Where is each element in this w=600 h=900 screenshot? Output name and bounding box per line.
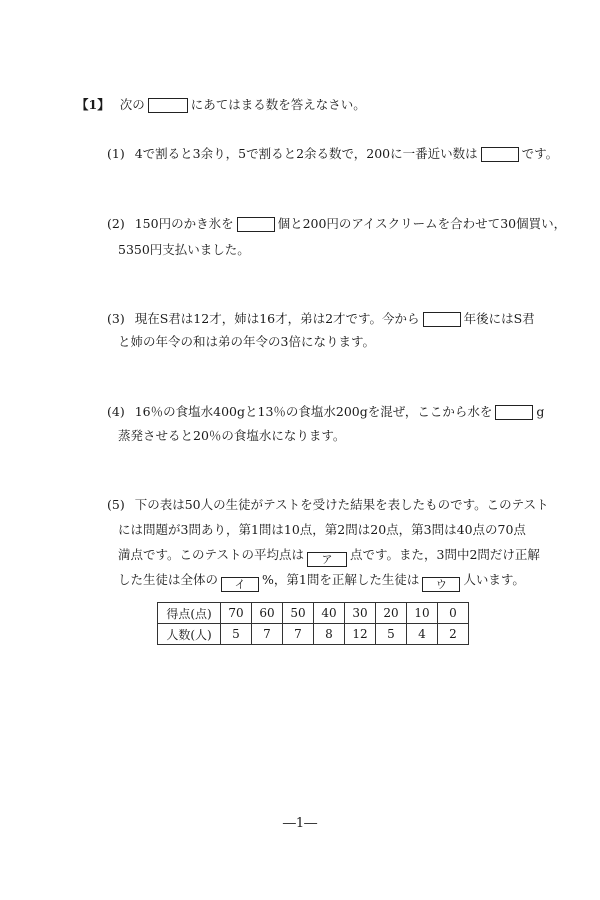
- q5-box-u: ウ: [422, 577, 460, 592]
- q4-number: (4): [107, 404, 125, 419]
- q5-line4: [118, 572, 525, 592]
- count-row-label: 人数(人): [158, 624, 221, 645]
- q5-number: (5): [107, 497, 125, 512]
- score-cell: 10: [407, 603, 438, 624]
- score-cell: 20: [376, 603, 407, 624]
- q5-line4-b: %，第1問を正解した生徒は: [262, 572, 420, 587]
- instruction-after: にあてはまる数を答えなさい。: [190, 97, 366, 112]
- score-cell: 0: [438, 603, 469, 624]
- q4-answer-box: [495, 405, 533, 420]
- score-table: [157, 602, 469, 645]
- q5-line1: 下の表は50人の生徒がテストを受けた結果を表したものです。このテスト: [134, 497, 549, 512]
- q5-line4-a: した生徒は全体の: [118, 572, 219, 587]
- q5-line2: には問題が3問あり，第1問は10点，第2問は20点，第3問は40点の70点: [118, 522, 526, 537]
- question-3: [107, 311, 535, 327]
- count-row: [158, 624, 469, 645]
- count-cell: 2: [438, 624, 469, 645]
- score-row-label: 得点(点): [158, 603, 221, 624]
- answer-box-sample: [148, 98, 188, 113]
- q2-answer-box: [237, 217, 275, 232]
- count-cell: 7: [283, 624, 314, 645]
- problem-number: 【1】: [76, 97, 110, 112]
- question-1: [107, 146, 558, 162]
- score-cell: 30: [345, 603, 376, 624]
- q1-text-before: 4で割ると3余り，5で割ると2余る数で，200に一番近い数は: [134, 146, 478, 161]
- q4-line2: 蒸発させると20％の食塩水になります。: [118, 428, 346, 443]
- q5-box-i: イ: [221, 577, 259, 592]
- q1-number: (1): [107, 146, 125, 161]
- score-cell: 50: [283, 603, 314, 624]
- score-cell: 60: [252, 603, 283, 624]
- question-4: [107, 404, 544, 420]
- question-2: [107, 216, 566, 232]
- q5-line4-c: 人います。: [463, 572, 525, 587]
- q5-box-a: ア: [307, 552, 347, 567]
- count-cell: 4: [407, 624, 438, 645]
- score-cell: 70: [221, 603, 252, 624]
- problem-heading: [76, 97, 366, 113]
- q2-number: (2): [107, 216, 125, 231]
- score-row: [158, 603, 469, 624]
- count-cell: 12: [345, 624, 376, 645]
- page-number: ―1―: [282, 816, 318, 831]
- q2-text-after: 個と200円のアイスクリームを合わせて30個買い，: [277, 216, 567, 231]
- score-cell: 40: [314, 603, 345, 624]
- q5-line3-before: 満点です。このテストの平均点は: [118, 547, 305, 562]
- q3-line2: と姉の年令の和は弟の年令の3倍になります。: [118, 334, 375, 349]
- q2-text-before: 150円のかき氷を: [134, 216, 234, 231]
- q4-unit: g: [536, 404, 545, 419]
- q3-text-before: 現在S君は12才，姉は16才，弟は2才です。今から: [134, 311, 420, 326]
- q3-text-after: 年後にはS君: [463, 311, 535, 326]
- q2-line2: 5350円支払いました。: [118, 242, 250, 257]
- count-cell: 5: [376, 624, 407, 645]
- count-cell: 8: [314, 624, 345, 645]
- q5-line3-after: 点です。また，3問中2問だけ正解: [350, 547, 540, 562]
- q3-answer-box: [423, 312, 461, 327]
- q1-text-after: です。: [521, 146, 559, 161]
- instruction-before: 次の: [119, 97, 145, 112]
- q5-line3: [118, 547, 540, 567]
- q1-answer-box: [481, 147, 519, 162]
- q4-text-before: 16％の食塩水400gと13％の食塩水200gを混ぜ，ここから水を: [134, 404, 493, 419]
- question-5: [107, 497, 549, 513]
- count-cell: 5: [221, 624, 252, 645]
- count-cell: 7: [252, 624, 283, 645]
- q3-number: (3): [107, 311, 125, 326]
